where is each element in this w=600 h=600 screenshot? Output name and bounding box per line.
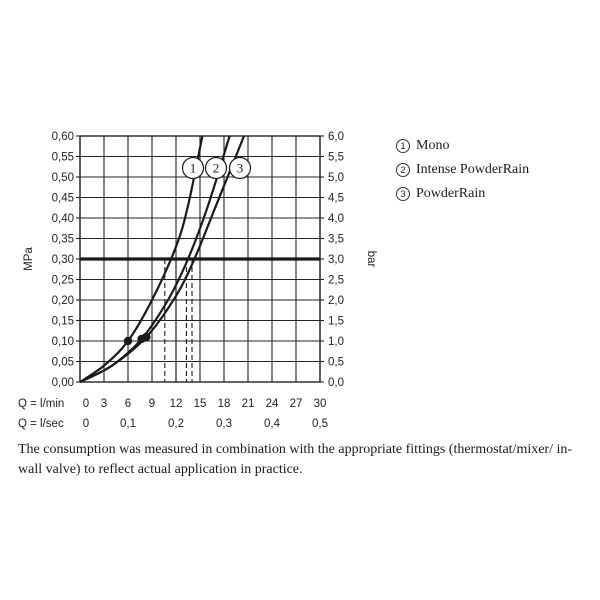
y-right-tick-label: 3,0 (328, 254, 344, 266)
x-tick-label-lmin: 15 (193, 398, 207, 410)
y-tick-label: 0,50 (51, 172, 74, 184)
y-axis-label-left: MPa (23, 247, 35, 271)
legend-mark-1: 1 (396, 139, 410, 153)
x-tick-label-lsec: 0,2 (168, 418, 184, 430)
x-tick-label-lmin: 21 (241, 398, 255, 410)
y-right-tick-label: 2,5 (328, 274, 344, 287)
y-tick-label: 0,30 (51, 254, 74, 266)
y-right-tick-label: 3,5 (328, 233, 344, 246)
x-tick-label-lmin: 3 (100, 398, 108, 410)
y-tick-label: 0,15 (51, 315, 74, 328)
x-tick-label-lsec: 0,5 (312, 418, 328, 430)
x-tick-label-lmin: 0 (82, 398, 90, 410)
y-right-tick-label: 0,5 (328, 356, 344, 369)
x-tick-label-lsec: 0,1 (120, 418, 136, 430)
y-right-tick-label: 4,5 (328, 192, 344, 205)
curve-number-2: 2 (212, 160, 220, 176)
x-tick-label-lmin: 12 (169, 398, 183, 410)
legend-label-mono: Mono (416, 138, 450, 153)
marker-series-1 (124, 337, 132, 345)
x-tick-label-lmin: 18 (217, 398, 231, 410)
y-right-tick-label: 2,0 (328, 295, 344, 307)
x-tick-label-lmin: 9 (148, 398, 156, 410)
y-tick-label: 0,45 (51, 192, 74, 205)
x-tick-label-lsec: 0,3 (216, 418, 232, 430)
x-tick-label-lmin: 6 (124, 398, 132, 410)
y-tick-label: 0,55 (51, 151, 74, 164)
y-tick-label: 0,25 (51, 274, 74, 287)
legend-label-intense-powderrain: Intense PowderRain (416, 162, 530, 177)
x-axis-primary-label: Q = l/min (18, 398, 65, 410)
curve-number-3: 3 (236, 160, 244, 176)
y-right-tick-label: 4,0 (328, 213, 344, 225)
y-tick-label: 0,05 (51, 356, 74, 369)
y-tick-label: 0,40 (51, 213, 74, 225)
legend-item-mono (396, 134, 529, 158)
y-right-tick-label: 5,0 (328, 172, 344, 184)
x-tick-label-lmin: 27 (289, 398, 303, 410)
x-tick-label-lsec: 0,4 (264, 418, 280, 430)
y-tick-label: 0,10 (51, 336, 74, 348)
x-axis-secondary-label: Q = l/sec (18, 418, 64, 430)
y-right-tick-label: 1,0 (328, 336, 344, 348)
x-tick-label-lmin: 30 (313, 398, 327, 410)
legend-mark-2: 2 (396, 163, 410, 177)
y-axis-label-right: bar (365, 250, 377, 268)
y-tick-label: 0,20 (51, 295, 74, 307)
y-right-tick-label: 5,5 (328, 151, 344, 164)
y-tick-label: 0,60 (51, 131, 74, 143)
x-tick-label-lsec: 0 (82, 418, 90, 430)
legend-item-intense-powderrain (396, 158, 529, 182)
legend (396, 134, 529, 206)
curve-number-1: 1 (189, 160, 197, 176)
caption: The consumption was measured in combination with the appropriate fittings (thermostat/mixer/ in-wall valve) to reflect actual application in practice. (18, 442, 573, 477)
legend-label-powderrain: PowderRain (416, 186, 486, 201)
legend-mark-3: 3 (396, 187, 410, 201)
marker-series-3 (142, 333, 150, 341)
y-tick-label: 0,35 (51, 233, 74, 246)
y-right-tick-label: 6,0 (328, 131, 344, 143)
y-tick-label: 0,00 (51, 377, 74, 389)
y-right-tick-label: 1,5 (328, 315, 344, 328)
legend-item-powderrain (396, 182, 529, 206)
y-right-tick-label: 0,0 (328, 377, 344, 389)
x-tick-label-lmin: 24 (265, 398, 279, 410)
